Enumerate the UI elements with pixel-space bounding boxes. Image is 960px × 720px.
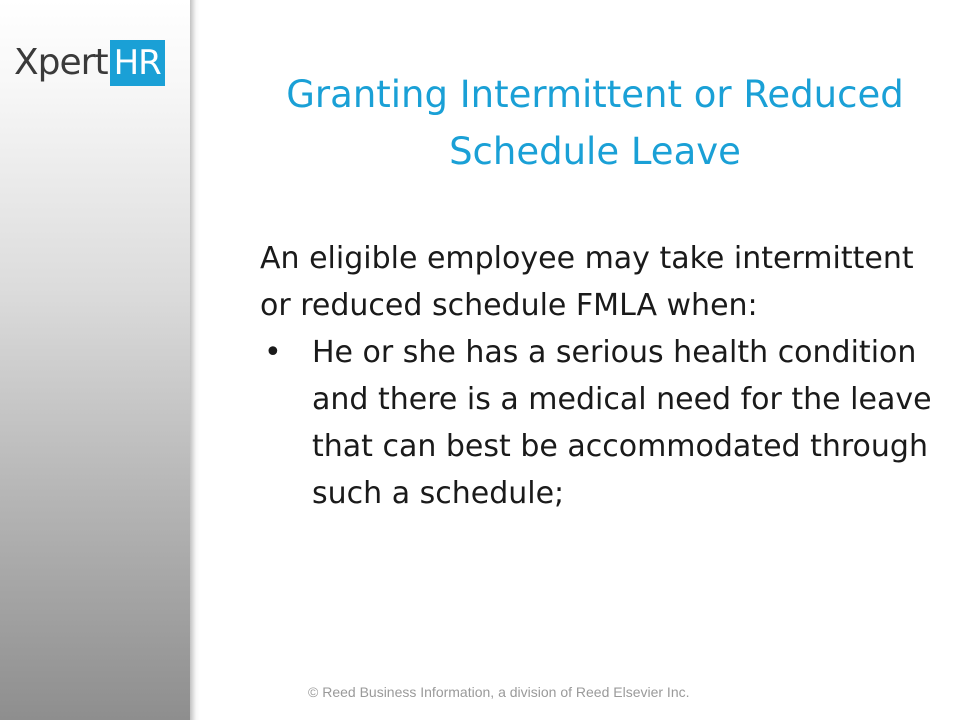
copyright-footer: © Reed Business Information, a division of Reed Elsevier Inc.	[308, 684, 690, 700]
slide-title-line1: Granting Intermittent or Reduced	[286, 73, 904, 116]
slide-title-line2: Schedule Leave	[449, 130, 741, 173]
xperthr-logo	[14, 40, 165, 86]
left-sidebar-panel	[0, 0, 190, 720]
bullet-item	[260, 329, 950, 517]
logo-text-hr: HR	[110, 40, 165, 86]
slide-body	[260, 235, 950, 517]
slide-title	[230, 66, 960, 180]
logo-text-xpert: Xpert	[14, 42, 108, 83]
bullet-marker: •	[264, 335, 282, 370]
intro-text: An eligible employee may take intermittent or reduced schedule FMLA when:	[260, 241, 914, 323]
bullet-list	[260, 329, 950, 517]
bullet-text: He or she has a serious health condition and there is a medical need for the leave that can best be accommodated through such a schedule;	[312, 335, 932, 511]
sidebar-shadow	[190, 0, 200, 720]
